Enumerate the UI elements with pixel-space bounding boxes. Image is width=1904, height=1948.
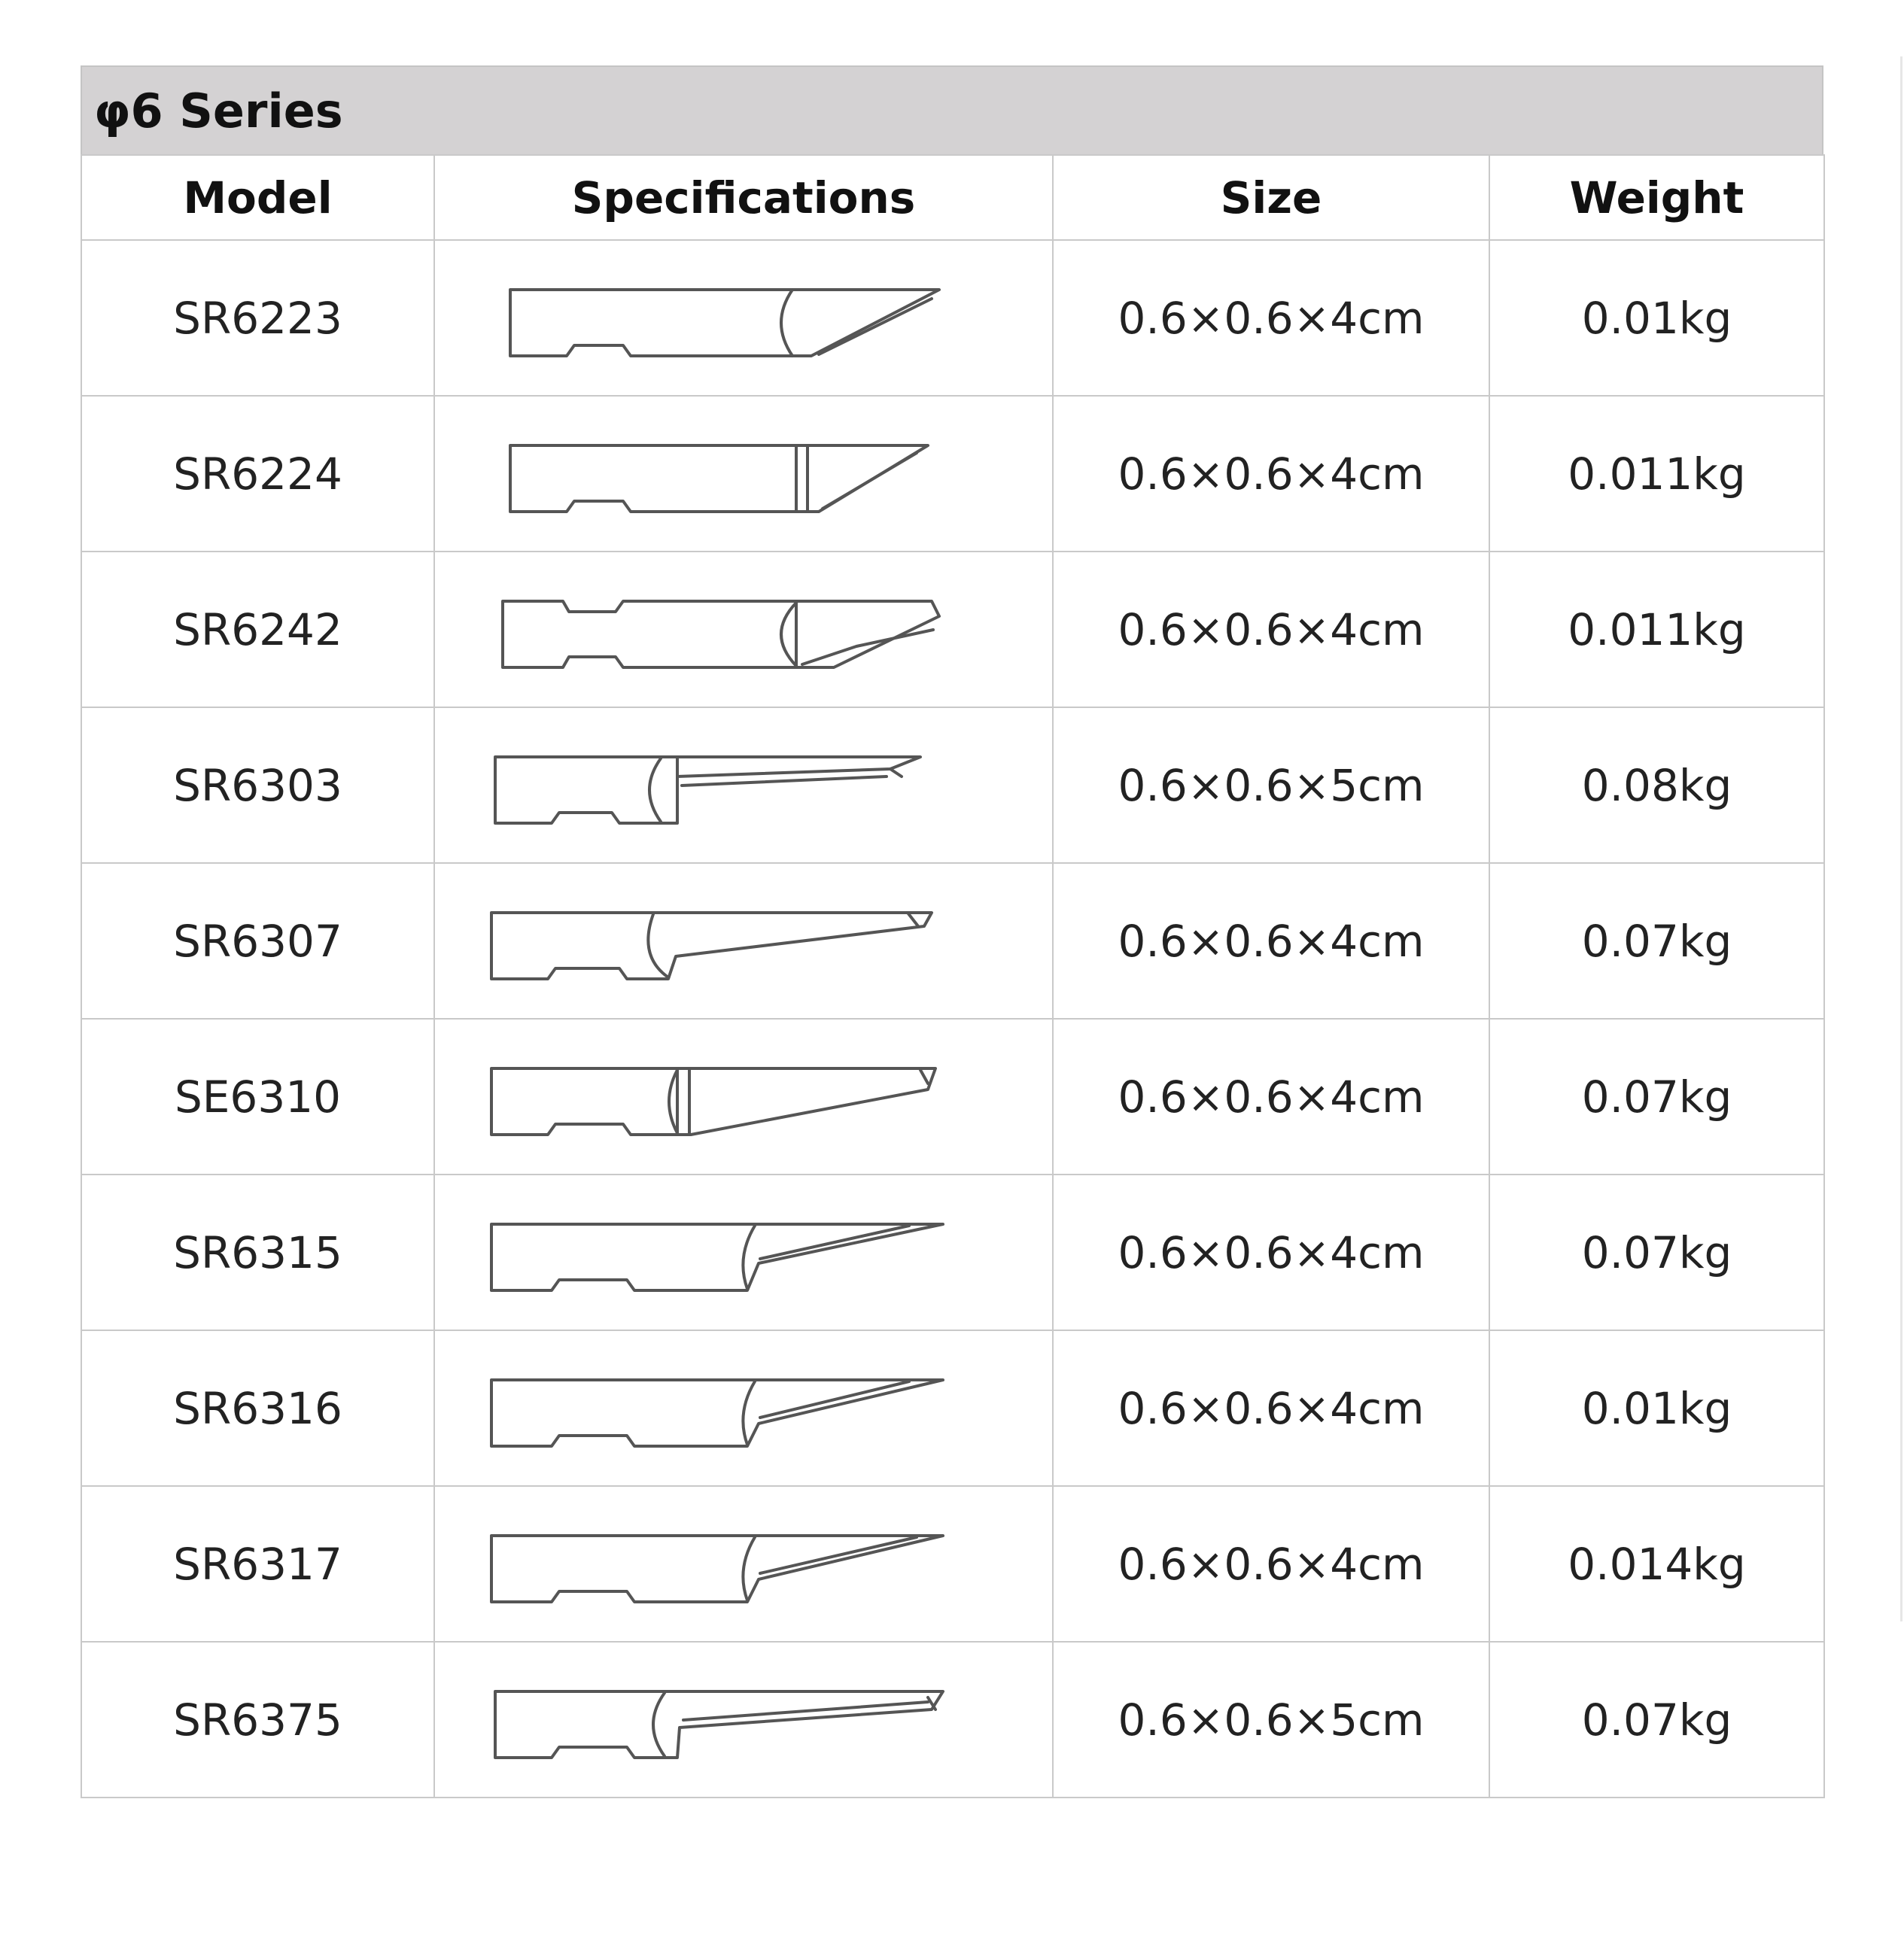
model-cell: SR6315 [81,1175,434,1330]
header-model: Model [81,155,434,240]
blade-sr6303-icon [480,740,1007,831]
weight-cell: 0.01kg [1489,1330,1824,1486]
table-row [81,1175,1824,1330]
size-cell: 0.6×0.6×5cm [1053,707,1489,863]
weight-cell: 0.07kg [1489,863,1824,1019]
blade-sr6315-icon [480,1208,1007,1298]
model-cell: SR6317 [81,1486,434,1642]
model-cell: SR6224 [81,396,434,552]
specification-cell [434,863,1053,1019]
weight-cell: 0.07kg [1489,1019,1824,1175]
model-cell: SR6303 [81,707,434,863]
size-cell: 0.6×0.6×4cm [1053,552,1489,707]
size-cell: 0.6×0.6×4cm [1053,863,1489,1019]
specification-cell [434,1330,1053,1486]
size-cell: 0.6×0.6×4cm [1053,396,1489,552]
blade-sr6316-icon [480,1363,1007,1454]
size-cell: 0.6×0.6×5cm [1053,1642,1489,1798]
specification-cell [434,1486,1053,1642]
blade-sr6224-icon [480,429,1007,519]
model-cell: SR6242 [81,552,434,707]
weight-cell: 0.01kg [1489,240,1824,396]
table-row [81,1486,1824,1642]
specification-cell [434,1019,1053,1175]
blade-spec-table [81,154,1825,1798]
spec-sheet [81,65,1823,1798]
blade-sr6242-icon [480,585,1007,675]
model-cell: SE6310 [81,1019,434,1175]
table-row [81,863,1824,1019]
size-cell: 0.6×0.6×4cm [1053,1175,1489,1330]
specification-cell [434,240,1053,396]
model-cell: SR6316 [81,1330,434,1486]
table-row [81,240,1824,396]
weight-cell: 0.07kg [1489,1175,1824,1330]
blade-se6310-icon [480,1052,1007,1142]
size-cell: 0.6×0.6×4cm [1053,240,1489,396]
table-header-row [81,155,1824,240]
weight-cell: 0.07kg [1489,1642,1824,1798]
table-row [81,1330,1824,1486]
series-title: φ6 Series [94,83,343,138]
size-cell: 0.6×0.6×4cm [1053,1019,1489,1175]
table-row [81,1019,1824,1175]
weight-cell: 0.014kg [1489,1486,1824,1642]
model-cell: SR6375 [81,1642,434,1798]
blade-sr6223-icon [480,273,1007,363]
header-size: Size [1053,155,1489,240]
specification-cell [434,1175,1053,1330]
specification-cell [434,396,1053,552]
header-specifications: Specifications [434,155,1053,240]
series-header [81,65,1823,154]
table-row [81,552,1824,707]
table-row [81,396,1824,552]
specification-cell [434,1642,1053,1798]
size-cell: 0.6×0.6×4cm [1053,1486,1489,1642]
model-cell: SR6307 [81,863,434,1019]
header-weight: Weight [1489,155,1824,240]
table-row [81,1642,1824,1798]
size-cell: 0.6×0.6×4cm [1053,1330,1489,1486]
weight-cell: 0.011kg [1489,396,1824,552]
weight-cell: 0.011kg [1489,552,1824,707]
blade-sr6375-icon [480,1675,1007,1765]
specification-cell [434,707,1053,863]
blade-sr6317-icon [480,1519,1007,1609]
page-edge-divider [1900,56,1902,1621]
blade-sr6307-icon [480,896,1007,986]
weight-cell: 0.08kg [1489,707,1824,863]
model-cell: SR6223 [81,240,434,396]
specification-cell [434,552,1053,707]
table-row [81,707,1824,863]
